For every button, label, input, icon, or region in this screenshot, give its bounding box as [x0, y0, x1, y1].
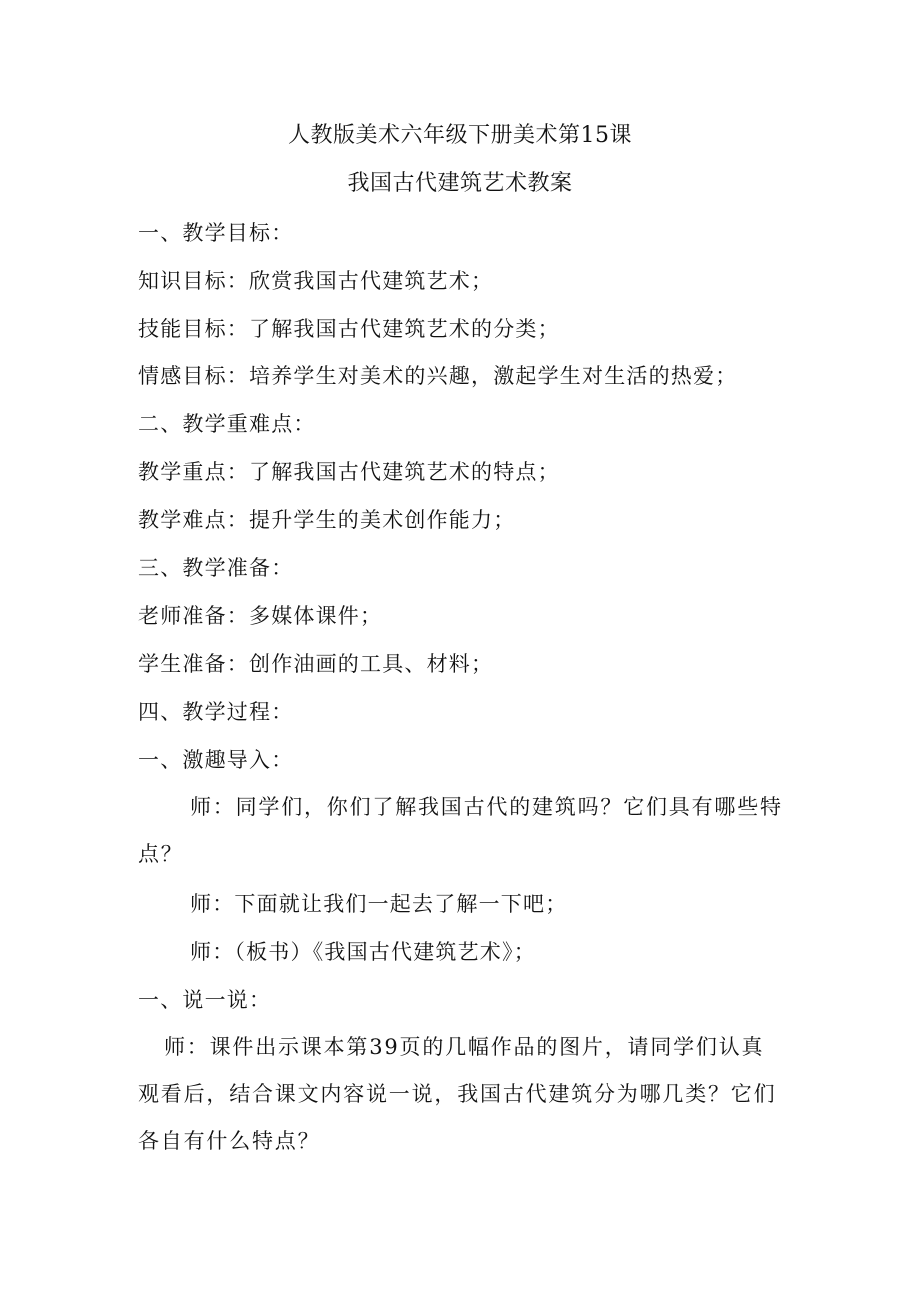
intro-paragraph-1: 师：同学们，你们了解我国古代的建筑吗？它们具有哪些特点？ [138, 795, 783, 866]
goal-emotion: 情感目标：培养学生对美术的兴趣，激起学生对生活的热爱； [138, 364, 738, 388]
section-heading-goals: 一、教学目标： [138, 221, 294, 245]
step-heading-intro: 一、激趣导入： [138, 748, 294, 772]
section-heading-preparation: 三、教学准备： [138, 556, 294, 580]
document-subtitle: 我国古代建筑艺术教案 [347, 171, 573, 196]
goal-skill: 技能目标：了解我国古代建筑艺术的分类； [138, 317, 560, 341]
discussion-paragraph: 师：课件出示课本第39页的几幅作品的图片，请同学们认真观看后，结合课文内容说一说，我国古代建筑分为哪几类？它们各自有什么特点？ [138, 1035, 777, 1153]
document-title: 人教版美术六年级下册美术第15课 [288, 123, 632, 148]
key-point: 教学重点：了解我国古代建筑艺术的特点； [138, 460, 560, 484]
section-heading-process: 四、教学过程： [138, 700, 294, 724]
section-heading-key-points: 二、教学重难点： [138, 412, 316, 436]
difficult-point: 教学难点：提升学生的美术创作能力； [138, 508, 516, 532]
teacher-preparation: 老师准备：多媒体课件； [138, 604, 383, 628]
intro-paragraph-3: 师：（板书）《我国古代建筑艺术》； [190, 940, 536, 964]
goal-knowledge: 知识目标：欣赏我国古代建筑艺术； [138, 269, 494, 293]
step-heading-discussion: 一、说一说： [138, 988, 272, 1012]
intro-paragraph-2: 师：下面就让我们一起去了解一下吧； [190, 892, 568, 916]
student-preparation: 学生准备：创作油画的工具、材料； [138, 652, 494, 676]
